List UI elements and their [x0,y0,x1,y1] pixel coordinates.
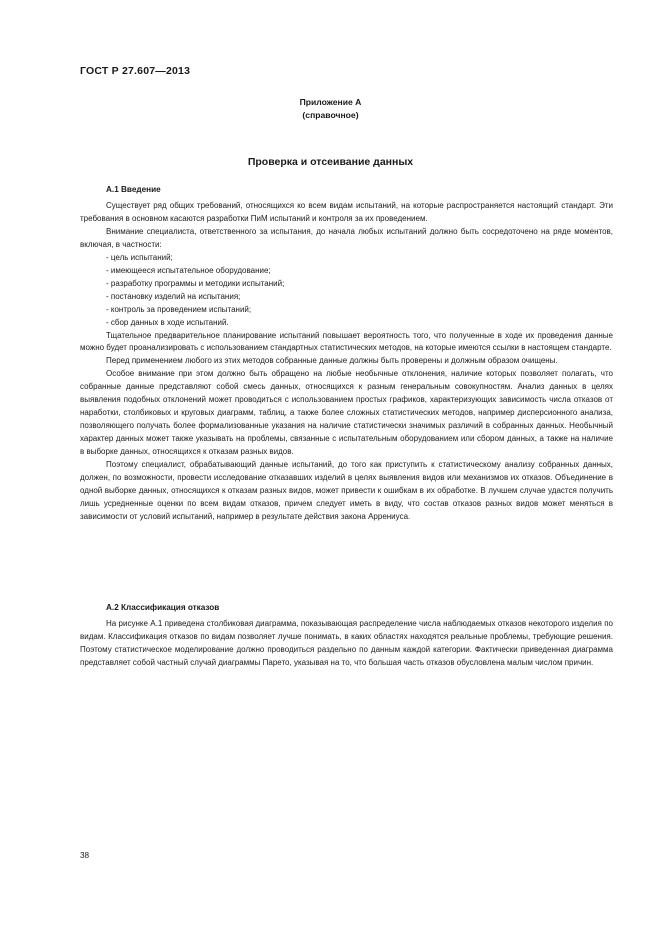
annex-type: (справочное) [302,110,359,120]
section-a2-body [80,618,613,670]
paragraph: На рисунке А.1 приведена столбиковая диаграмма, показывающая распределение числа наблюдаемых отказов некоторого изделия по видам. Классификация отказов по видам позволяет лучше понимать, в каких областях находятся реальные проблемы, требующие решения. Поэтому статистическое моделирование должно проводиться раздельно по данным каждой категории. Фактически приведенная диаграмма представляет собой частный случай диаграммы Парето, указывая на то, что большая часть отказов обусловлена малым числом причин. [80,619,613,667]
list-item: - постановку изделий на испытания; [106,291,241,301]
standard-designation: ГОСТ Р 27.607—2013 [80,65,191,77]
annex-heading [0,96,661,122]
paragraph: Поэтому специалист, обрабатывающий данные испытаний, до того как приступить к статистическому анализу собранных данных, должен, по возможности, провести исследование отказавших изделий в целях выявления видов или механизмов их отказов. Объединение в одной выборке данных, относящихся к отказам разных видов, может привести к ошибкам в их обработке. В лучшем случае удастся получить лишь усредненные оценки по всем видам отказов, причем следует иметь в виду, что состав отказов разных видов может меняться в зависимости от условий испытаний, например в результате действия закона Аррениуса. [80,460,613,521]
paragraph: Особое внимание при этом должно быть обращено на любые необычные отклонения, наличие которых позволяет полагать, что собранные данные представляют собой смесь данных, относящихся к разным генеральным совокупностям. Анализ данных в целях выявления подобных отклонений может проводиться с использованием простых графиков, характеризующих зависимость числа отказов от наработки, столбиковых и круговых диаграмм, таблиц, а также более сложных статистических методов, например дисперсионного анализа, позволяющего получать более формализованные указания на наличие статистически значимых различий в собранных данных. Необычный характер данных может также указывать на проблемы, связанные с испытательным оборудованием или сбором данных, а также на наличие в выборке данных, относящихся к отказам разных видов. [80,369,613,457]
main-title: Проверка и отсеивание данных [247,156,414,168]
list-item: - разработку программы и методики испытаний; [106,278,285,288]
paragraph: Существует ряд общих требований, относящихся ко всем видам испытаний, на которые распространяется настоящий стандарт. Эти требования в основном касаются разработки ПиМ испытаний и контроля за их проведением. [80,201,613,223]
page-number: 38 [80,851,90,860]
list-item: - контроль за проведением испытаний; [106,304,252,314]
paragraph: Перед применением любого из этих методов собранные данные должны быть проверены и должным образом очищены. [106,356,558,366]
list-item: - сбор данных в ходе испытаний. [106,317,229,327]
paragraph: Тщательное предварительное планирование испытаний повышает вероятность того, что полученные в ходе их проведения данные можно будет проанализировать с использованием стандартных статистических методов, на которые имеются ссылки в настоящем стандарте. [80,330,613,353]
list-item: - цель испытаний; [106,252,173,262]
section-a1-heading: А.1 Введение [106,185,161,194]
list-item: - имеющееся испытательное оборудование; [106,265,271,275]
section-a1-body [80,200,613,524]
section-a2-heading: А.2 Классификация отказов [106,603,220,612]
annex-title: Приложение А [299,97,362,107]
paragraph: Внимание специалиста, ответственного за испытания, до начала любых испытаний должно быть сосредоточено на ряде моментов, включая, в частности: [80,226,613,249]
